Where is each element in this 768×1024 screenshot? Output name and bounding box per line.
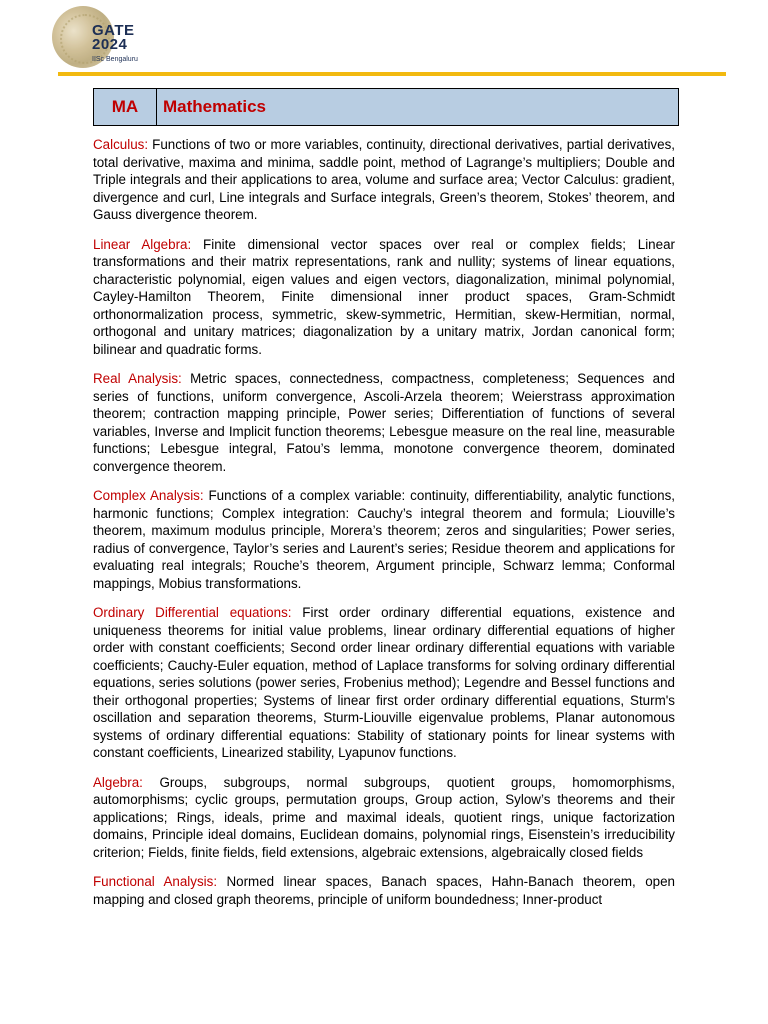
section-body: Groups, subgroups, normal subgroups, quotient groups, homomorphisms, automorphisms; cyclic groups, permutation groups, Group action, Sylow’s theorems and their applications; Rings, ideals, prime and maximal ideals, quotient rings, unique factorization domains, Principle ideal domains, Euclidean domains, polynomial rings, Eisenstein’s irreducibility criterion; Fields, finite fields, field extensions, algebraic extensions, algebraically closed fields (93, 774, 675, 860)
section-body: Normed linear spaces, Banach spaces, Hahn-Banach theorem, open mapping and closed graph theorems, principle of uniform boundedness; Inner-product (93, 874, 675, 907)
section-real-analysis (93, 370, 675, 475)
section-title: Complex Analysis: (93, 488, 204, 503)
logo-title (92, 24, 135, 52)
section-functional-analysis (93, 873, 675, 908)
logo-line2: 2024 (92, 36, 128, 53)
section-body: Functions of two or more variables, continuity, directional derivatives, partial derivatives, total derivative, maxima and minima, saddle point, method of Lagrange’s multipliers; Double and Triple integrals and their applications to area, volume and surface area; Vector Calculus: gradient, divergence and curl, Line integrals and Surface integrals, Green’s theorem, Stokes’ theorem, and Gauss divergence theorem. (93, 137, 675, 222)
logo-subtitle: IISc Bengaluru (92, 56, 138, 63)
subject-name: Mathematics (163, 97, 266, 116)
section-calculus (93, 136, 675, 224)
section-complex-analysis (93, 487, 675, 592)
gate-2024-logo (52, 6, 152, 72)
page-header (0, 0, 768, 80)
section-body: Finite dimensional vector spaces over real or complex fields; Linear transformations and their matrix representations, rank and nullity; systems of linear equations, characteristic polynomial, eigen values and eigen vectors, diagonalization, minimal polynomial, Cayley-Hamilton Theorem, Finite dimensional inner product spaces, Gram-Schmidt orthonormalization process, symmetric, skew-symmetric, Hermitian, skew-Hermitian, normal, orthogonal and unitary matrices; diagonalization by a unitary matrix, Jordan canonical form; bilinear and quadratic forms. (93, 236, 675, 357)
section-body: Functions of a complex variable: continuity, differentiability, analytic functions, harmonic functions; Complex integration: Cauchy’s integral theorem and formula; Liouville’s theorem, maximum modulus principle, Morera’s theorem; zeros and singularities; Power series, radius of convergence, Taylor’s series and Laurent’s series; Residue theorem and applications for evaluating real integrals; Rouche’s theorem, Argument principle, Schwarz lemma; Conformal mappings, Mobius transformations. (93, 488, 675, 591)
subject-heading (93, 88, 679, 126)
header-divider (58, 72, 726, 76)
section-title: Functional Analysis: (93, 874, 218, 889)
syllabus-content (93, 136, 675, 920)
section-body: Metric spaces, connectedness, compactness, completeness; Sequences and series of functions, uniform convergence, Ascoli-Arzela theorem; Weierstrass approximation theorem; contraction mapping principle, Power series; Differentiation of functions of several variables, Inverse and Implicit function theorems; Lebesgue measure on the real line, measurable functions; Lebesgue integral, Fatou’s lemma, monotone convergence theorem, dominated convergence theorem. (93, 371, 675, 474)
section-title: Calculus: (93, 137, 149, 152)
section-body: First order ordinary differential equations, existence and uniqueness theorems for initial value problems, linear ordinary differential equations of higher order with constant coefficients; Second order linear ordinary differential equations with variable coefficients; Cauchy-Euler equation, method of Laplace transforms for solving ordinary differential equations, series solutions (power series, Frobenius method); Legendre and Bessel functions and their orthogonal properties; Systems of linear first order ordinary differential equations, Sturm's oscillation and separation theorems, Sturm-Liouville eigenvalue problems, Planar autonomous systems of ordinary differential equations: Stability of stationary points for linear systems with constant coefficients, Linearized stability, Lyapunov functions. (93, 605, 675, 760)
logo-line1: GATE (92, 22, 135, 39)
subject-code: MA (94, 89, 157, 125)
section-title: Ordinary Differential equations: (93, 605, 292, 620)
section-linear-algebra (93, 236, 675, 359)
section-ordinary-differential-equations (93, 604, 675, 762)
section-title: Linear Algebra: (93, 236, 192, 252)
section-title: Algebra: (93, 774, 143, 790)
section-title: Real Analysis: (93, 371, 182, 386)
section-algebra (93, 774, 675, 862)
